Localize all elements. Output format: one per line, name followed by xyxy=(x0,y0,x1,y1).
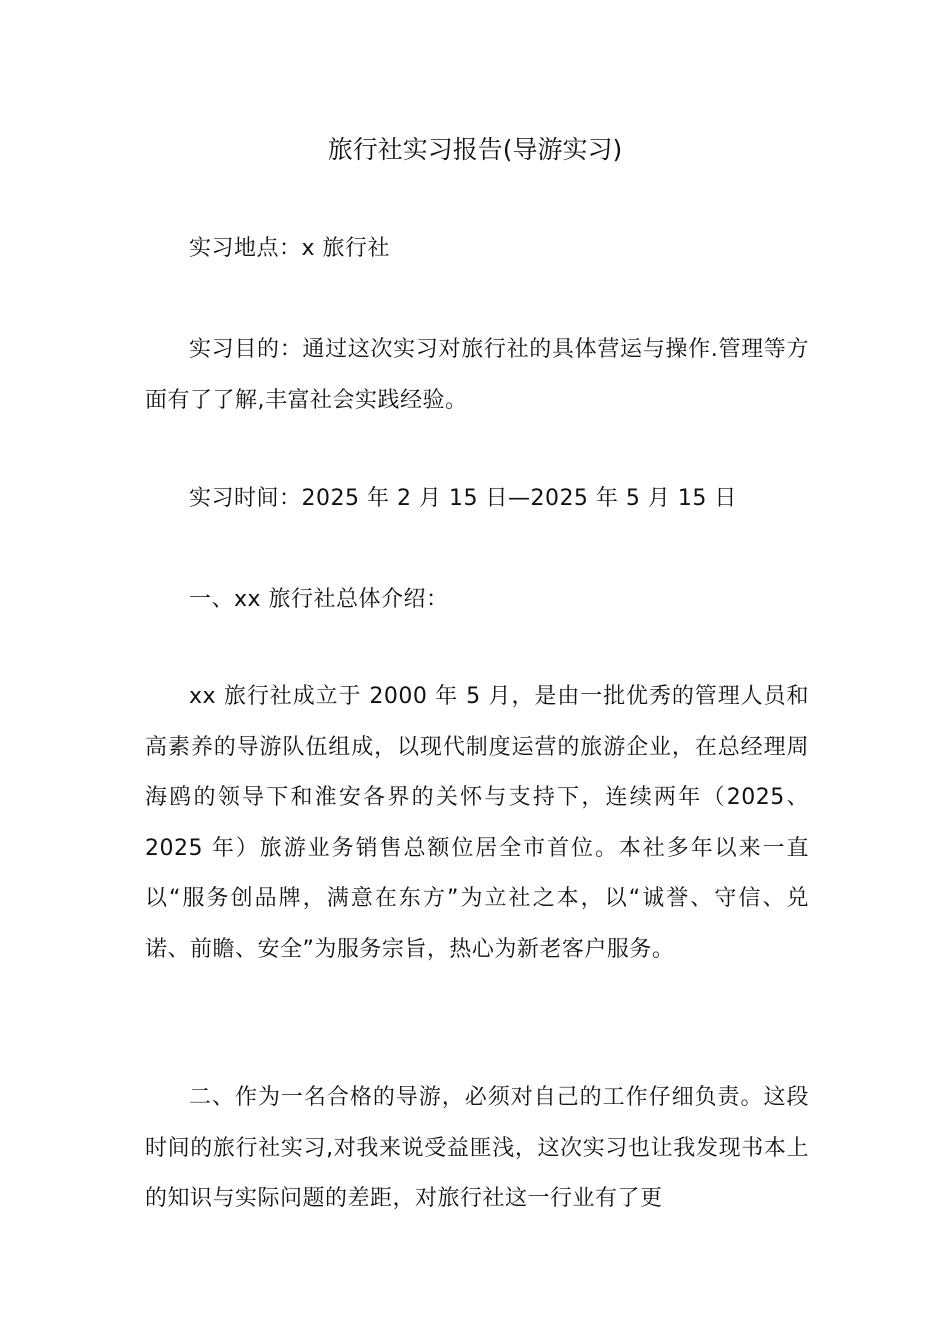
paragraph-internship-period: 实习时间：2025 年 2 月 15 日—2025 年 5 月 15 日 xyxy=(189,486,737,511)
paragraph-agency-intro: xx 旅行社成立于 2000 年 5 月，是由一批优秀的管理人员和高素养的导游队伍组成，以现代制度运营的旅游企业，在总经理周海鸥的领导下和淮安各界的关怀与支持下，连续两年（2025、2025 年）旅游业务销售总额位居全市首位。本社多年以来一直以“服务创品牌，满意在东方”为立社之本，以“诚誉、守信、兑诺、前瞻、安全”为服务宗旨，热心为新老客户服务。 xyxy=(145,684,809,962)
section-heading-agency-intro: 一、xx 旅行社总体介绍： xyxy=(189,587,449,612)
paragraph-internship-location: 实习地点：x 旅行社 xyxy=(189,236,391,261)
paragraph-section-two: 二、作为一名合格的导游，必须对自己的工作仔细负责。这段时间的旅行社实习,对我来说受益匪浅，这次实习也让我发现书本上的知识与实际问题的差距，对旅行社这一行业有了更 xyxy=(145,1085,809,1211)
paragraph-internship-purpose: 实习目的：通过这次实习对旅行社的具体营运与操作.管理等方面有了了解,丰富社会实践经验。 xyxy=(145,337,809,413)
document-title: 旅行社实习报告(导游实习) xyxy=(327,135,623,164)
